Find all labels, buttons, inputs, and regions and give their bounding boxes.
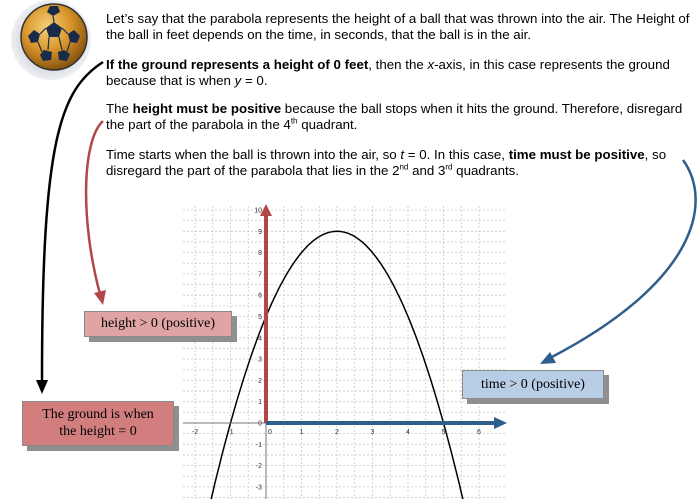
time-callout: time > 0 (positive): [462, 370, 604, 399]
x-tick-label: 2: [335, 429, 339, 436]
y-tick-label: 5: [258, 314, 262, 321]
y-tick-label: 10: [254, 207, 262, 215]
y-tick-label: -2: [255, 463, 262, 471]
x-tick-label: 1: [299, 429, 304, 436]
ground-callout: The ground is when the height = 0: [22, 401, 174, 446]
y-tick-label: 4: [258, 335, 262, 343]
x-tick-label: 4: [406, 429, 410, 436]
x-tick-label: 5: [441, 429, 446, 436]
positive-time-arrowhead: [494, 417, 507, 429]
x-tick-label: 0: [268, 429, 272, 436]
y-tick-label: -3: [255, 484, 262, 492]
x-tick-label: -2: [191, 429, 199, 436]
y-tick-label: 9: [258, 228, 262, 236]
ground-callout-arrow-head: [36, 380, 48, 394]
height-callout-arrow: [86, 121, 103, 294]
y-tick-label: 1: [258, 399, 262, 407]
time-callout-arrow-head: [540, 352, 556, 364]
y-tick-label: 2: [258, 377, 262, 385]
y-tick-label: -1: [255, 441, 262, 449]
y-tick-label: 8: [258, 250, 262, 258]
y-tick-label: 3: [258, 356, 262, 364]
x-tick-label: -1: [227, 429, 234, 436]
graph-grid: [183, 206, 505, 499]
height-callout-arrow-head: [94, 290, 106, 305]
ground-paragraph: If the ground represents a height of 0 feet, then the x-axis, in this case represents the ground because that is when y = 0.: [106, 57, 670, 88]
intro-paragraph: Let’s say that the parabola represents the height of a ball that was thrown into the air. The Height of the ball in feet depends on the time, in seconds, that the ball is in the air.: [106, 11, 690, 42]
y-tick-label: 7: [258, 271, 262, 279]
x-tick-label: 6: [477, 429, 481, 436]
axis-tick-labels: [192, 208, 481, 492]
time-callout-arrow: [550, 160, 696, 358]
time-paragraph: Time starts when the ball is thrown into the air, so t = 0. In this case, time must be positive, so disregard the part of the parabola that lies in the 2nd and 3rd quadrants.: [106, 147, 667, 178]
x-tick-label: 3: [370, 429, 375, 436]
y-tick-label: 6: [258, 292, 262, 300]
height-paragraph: The height must be positive because the ball stops when it hits the ground. Therefore, disregard the part of the parabola in the 4th quadrant.: [106, 101, 683, 132]
height-callout: height > 0 (positive): [84, 311, 232, 337]
parabola-curve: [206, 228, 470, 499]
y-tick-label: 0: [258, 420, 262, 428]
